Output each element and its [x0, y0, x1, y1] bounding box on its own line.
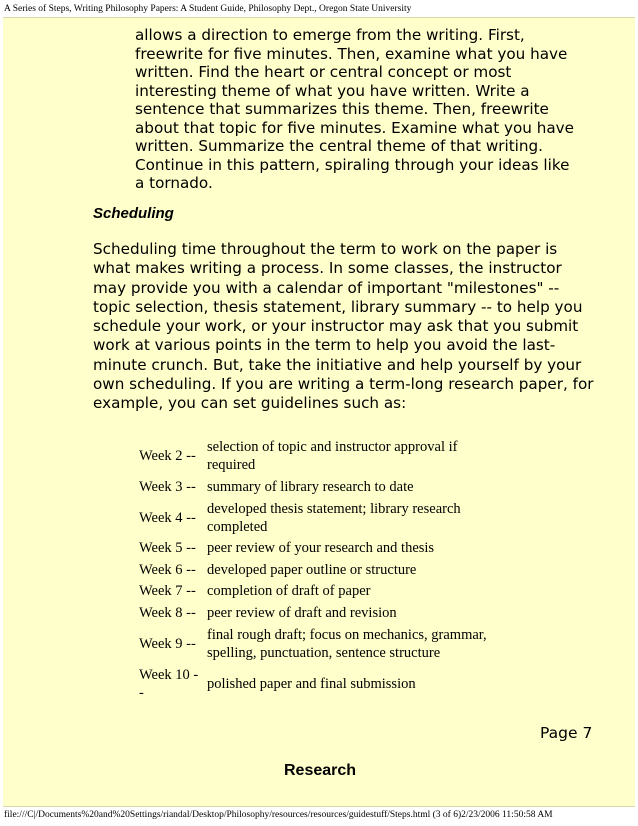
- schedule-task: peer review of your research and thesis: [207, 540, 435, 557]
- schedule-task: polished paper and final submission: [207, 675, 416, 692]
- schedule-row: [137, 559, 499, 581]
- schedule-week: Week 6 --: [139, 561, 196, 578]
- schedule-row: [137, 476, 499, 498]
- schedule-task: final rough draft; focus on mechanics, grammar, spelling, punctuation, sentence structure: [207, 626, 487, 661]
- page-number: Page 7: [540, 724, 593, 742]
- research-heading: Research: [284, 762, 357, 779]
- schedule-row: [137, 538, 499, 560]
- schedule-week: Week 3 --: [139, 478, 196, 495]
- schedule-task: completion of draft of paper: [207, 583, 371, 600]
- schedule-row: [137, 664, 499, 704]
- schedule-week: Week 5 --: [139, 540, 196, 557]
- schedule-week: Week 8 --: [139, 604, 196, 621]
- intro-paragraph: allows a direction to emerge from the writing. First, freewrite for five minutes. Then, examine what you have written. Find the heart or central concept or most interesting theme of what you have written. Write a sentence that summarizes this theme. Then, freewrite about that topic for five minutes. Examine what you have written. Summarize the central theme of that writing. Continue in this pattern, spiraling through your ideas like a tornado.: [135, 26, 575, 192]
- schedule-week: Week 9 --: [139, 635, 196, 652]
- print-footer: file:///C|/Documents%20and%20Settings/riandal/Desktop/Philosophy/resources/resources/guidestuff/Steps.html (3 of 6)2/23/2006 11:50:58 AM: [4, 810, 553, 820]
- schedule-row: [137, 624, 499, 664]
- page-content: [3, 17, 635, 807]
- schedule-task: developed paper outline or structure: [207, 561, 417, 578]
- schedule-row: [137, 436, 499, 476]
- schedule-task: summary of library research to date: [207, 478, 414, 495]
- schedule-task: selection of topic and instructor approval if required: [207, 439, 458, 473]
- print-header: A Series of Steps, Writing Philosophy Papers: A Student Guide, Philosophy Dept., Oregon State University: [4, 4, 412, 14]
- schedule-row: [137, 602, 499, 624]
- schedule-task: developed thesis statement; library research completed: [207, 500, 461, 535]
- schedule-row: [137, 581, 499, 603]
- scheduling-paragraph: Scheduling time throughout the term to work on the paper is what makes writing a process. In some classes, the instructor may provide you with a calendar of important "milestones" -- topic selection, thesis statement, library summary -- to help you schedule your work, or your instructor may ask that you submit work at various points in the term to help you avoid the last-minute crunch. But, take the initiative and help yourself by your own scheduling. If you are writing a term-long research paper, for example, you can set guidelines such as:: [93, 240, 594, 413]
- schedule-task: peer review of draft and revision: [207, 604, 397, 621]
- schedule-week: Week 7 --: [139, 583, 196, 600]
- schedule-week: Week 4 --: [139, 509, 196, 526]
- scheduling-heading: Scheduling: [93, 205, 174, 222]
- schedule-week: Week 10 --: [139, 666, 199, 701]
- schedule-table: [137, 436, 499, 704]
- schedule-week: Week 2 --: [139, 448, 196, 464]
- schedule-row: [137, 498, 499, 538]
